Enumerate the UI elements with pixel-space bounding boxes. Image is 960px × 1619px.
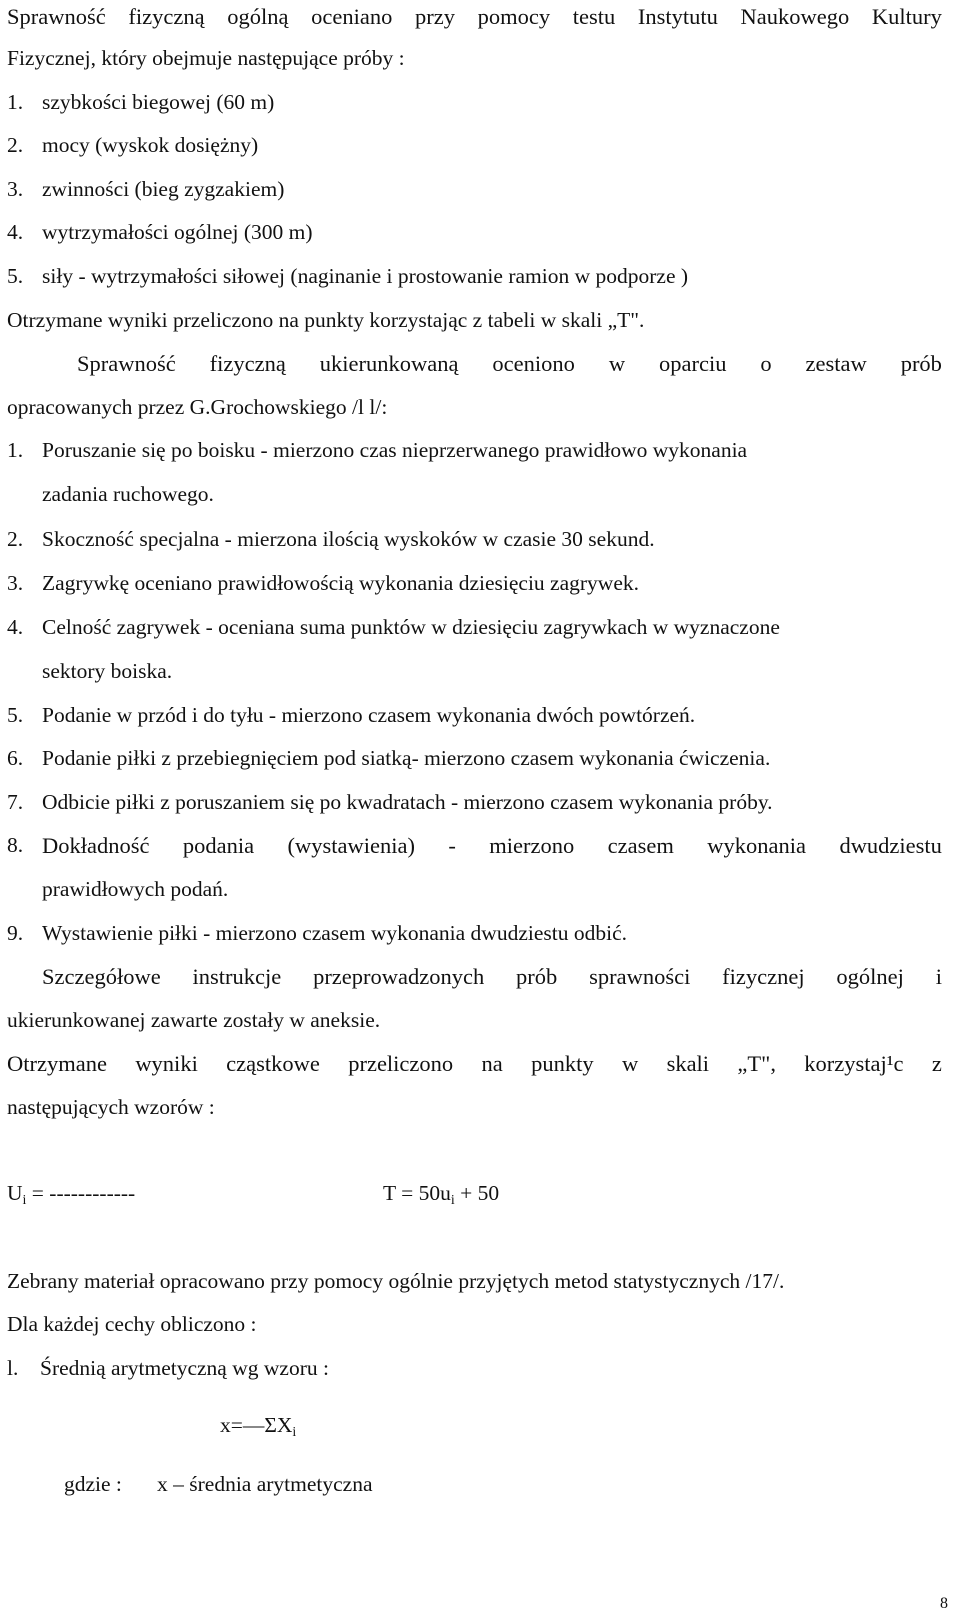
list-item-text: szybkości biegowej (60 m) (42, 90, 275, 114)
formula-t-rest: + 50 (454, 1181, 500, 1205)
list-item-number: 5. (7, 264, 24, 288)
partial-results-line-2: następujących wzorów : (7, 1095, 215, 1119)
list-item-number: 7. (7, 790, 24, 814)
intro-line-2: Fizycznej, który obejmuje następujące próby : (7, 46, 405, 70)
list-item-number: 3. (7, 571, 24, 595)
formula-u (7, 1181, 136, 1208)
list-item-text: wytrzymałości ogólnej (300 m) (42, 220, 313, 244)
mean-formula (220, 1413, 297, 1440)
formula-u-rest: = ------------ (26, 1181, 136, 1205)
list-item-text: Wystawienie piłki - mierzono czasem wykonania dwudziestu odbić. (42, 921, 628, 945)
word: zestaw (805, 351, 867, 376)
page-number: 8 (940, 1595, 948, 1612)
word: skali (666, 1051, 710, 1076)
word: w (608, 351, 626, 376)
word: sprawności (589, 964, 691, 989)
word: ukierunkowaną (319, 351, 459, 376)
word: i (935, 964, 942, 989)
mean-text: Średnią arytmetyczną wg wzoru : (40, 1356, 329, 1380)
list-item-text: Zagrywkę oceniano prawidłowością wykonania dziesięciu zagrywek. (42, 571, 639, 595)
list-item-text: Skoczność specjalna - mierzona ilością wyskoków w czasie 30 sekund. (42, 527, 655, 551)
list-item-text: Celność zagrywek - oceniana suma punktów w dziesięciu zagrywkach w wyznaczone (42, 615, 780, 639)
list-item-number: 1. (7, 90, 24, 114)
word: oparciu (658, 351, 727, 376)
list-item-number: 9. (7, 921, 24, 945)
list-item-number: 2. (7, 133, 24, 157)
directed-line-1 (77, 353, 942, 376)
word: (wystawienia) (287, 833, 415, 858)
statistics-line: Zebrany materiał opracowano przy pomocy ogólnie przyjętych metod statystycznych /17/. (7, 1269, 785, 1293)
word: na (481, 1051, 503, 1076)
word: korzystaj¹c (804, 1051, 904, 1076)
list-item-continuation: zadania ruchowego. (42, 482, 214, 506)
word: cząstkowe (226, 1051, 320, 1076)
list-item-continuation: sektory boiska. (42, 659, 173, 683)
list-item-number: 4. (7, 220, 24, 244)
where-text: x – średnia arytmetyczna (157, 1472, 373, 1496)
where-label: gdzie : (64, 1472, 122, 1496)
word: Instytutu (637, 4, 718, 29)
list-item-text: Podanie w przód i do tyłu - mierzono czasem wykonania dwóch powtórzeń. (42, 703, 696, 727)
results-line: Otrzymane wyniki przeliczono na punkty korzystając z tabeli w skali „T". (7, 308, 645, 332)
each-feature-line: Dla każdej cechy obliczono : (7, 1312, 257, 1336)
list-item-text: mocy (wyskok dosiężny) (42, 133, 259, 157)
word: prób (900, 351, 942, 376)
list-item-number: 4. (7, 615, 24, 639)
formula-u-base: U (7, 1181, 23, 1205)
word: przeprowadzonych (313, 964, 485, 989)
mean-number: l. (7, 1356, 19, 1380)
list-item-number: 3. (7, 177, 24, 201)
word: przy (414, 4, 455, 29)
word: wykonania (707, 833, 807, 858)
word: z (931, 1051, 942, 1076)
word: przeliczono (348, 1051, 454, 1076)
word: ogólną (227, 4, 289, 29)
word: „T", (737, 1051, 776, 1076)
list-item-continuation: prawidłowych podań. (42, 877, 229, 901)
word: pomocy (477, 4, 551, 29)
word: Otrzymane (7, 1051, 107, 1076)
word: testu (572, 4, 616, 29)
word: czasem (607, 833, 674, 858)
list-item-text: siły - wytrzymałości siłowej (naginanie i prostowanie ramion w podporze ) (42, 264, 689, 288)
word: fizyczną (128, 4, 205, 29)
list-item-number: 2. (7, 527, 24, 551)
word: instrukcje (192, 964, 282, 989)
word: prób (516, 964, 558, 989)
word: oceniano (311, 4, 393, 29)
word: punkty (531, 1051, 594, 1076)
word: Sprawność (7, 4, 106, 29)
word: Kultury (871, 4, 942, 29)
list-item-text (42, 835, 942, 858)
word: Dokładność (42, 833, 150, 858)
word: mierzono (489, 833, 575, 858)
word: fizycznej (722, 964, 805, 989)
list-item-text: zwinności (bieg zygzakiem) (42, 177, 285, 201)
instructions-line-2: ukierunkowanej zawarte zostały w aneksie. (7, 1008, 381, 1032)
word: Naukowego (740, 4, 850, 29)
list-item-text: Odbicie piłki z poruszaniem się po kwadratach - mierzono czasem wykonania próby. (42, 790, 773, 814)
list-item-text: Podanie piłki z przebiegnięciem pod siatką- mierzono czasem wykonania ćwiczenia. (42, 746, 771, 770)
list-item-number: 1. (7, 438, 24, 462)
word: wyniki (135, 1051, 198, 1076)
formula-u-sub: i (22, 1193, 27, 1208)
word: Szczegółowe (42, 964, 161, 989)
mean-formula-base: x=—ΣX (220, 1413, 293, 1437)
word: Sprawność (77, 351, 176, 376)
list-item-text: Poruszanie się po boisku - mierzono czas nieprzerwanego prawidłowo wykonania (42, 438, 748, 462)
word: - (448, 833, 456, 858)
instructions-line-1 (42, 966, 942, 989)
word: w (621, 1051, 639, 1076)
directed-line-2: opracowanych przez G.Grochowskiego /l l/: (7, 395, 388, 419)
word: fizyczną (209, 351, 286, 376)
word: dwudziestu (839, 833, 942, 858)
partial-results-line-1 (7, 1053, 942, 1076)
formula-t-base: T = 50u (383, 1181, 451, 1205)
intro-line-1 (7, 6, 942, 29)
word: oceniono (492, 351, 575, 376)
list-item-number: 8. (7, 833, 24, 857)
formula-t (383, 1181, 500, 1208)
word: ogólnej (836, 964, 904, 989)
word: o (760, 351, 772, 376)
mean-formula-sub: i (292, 1425, 297, 1440)
list-item-number: 6. (7, 746, 24, 770)
formula-t-sub: i (450, 1193, 455, 1208)
word: podania (182, 833, 255, 858)
list-item-number: 5. (7, 703, 24, 727)
